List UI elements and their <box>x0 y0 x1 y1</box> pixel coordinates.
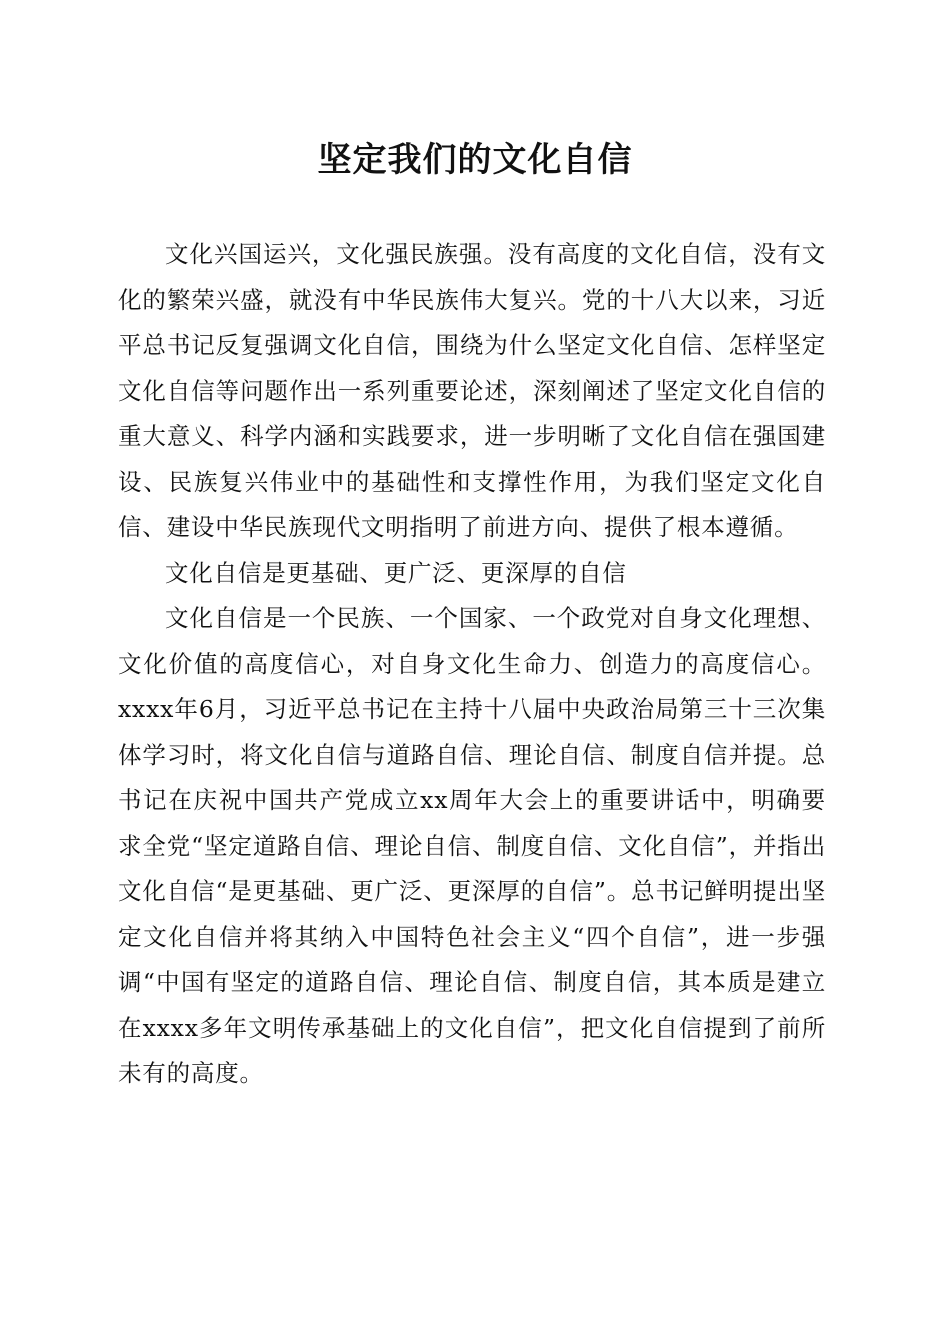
section-heading: 文化自信是更基础、更广泛、更深厚的自信 <box>165 558 627 587</box>
document-title: 坚定我们的文化自信 <box>317 140 633 180</box>
document-body <box>118 232 826 1097</box>
paragraph-section-body: 文化自信是一个民族、一个国家、一个政党对自身文化理想、文化价值的高度信心，对自身文化生命力、创造力的高度信心。xxxx年6月，习近平总书记在主持十八届中央政治局第三十三次集体学习时，将文化自信与道路自信、理论自信、制度自信并提。总书记在庆祝中国共产党成立xx周年大会上的重要讲话中，明确要求全党“坚定道路自信、理论自信、制度自信、文化自信”，并指出文化自信“是更基础、更广泛、更深厚的自信”。总书记鲜明提出坚定文化自信并将其纳入中国特色社会主义“四个自信”，进一步强调“中国有坚定的道路自信、理论自信、制度自信，其本质是建立在xxxx多年文明传承基础上的文化自信”，把文化自信提到了前所未有的高度。 <box>118 604 826 1087</box>
paragraph-intro: 文化兴国运兴，文化强民族强。没有高度的文化自信，没有文化的繁荣兴盛，就没有中华民族伟大复兴。党的十八大以来，习近平总书记反复强调文化自信，围绕为什么坚定文化自信、怎样坚定文化自信等问题作出一系列重要论述，深刻阐述了坚定文化自信的重大意义、科学内涵和实践要求，进一步明晰了文化自信在强国建设、民族复兴伟业中的基础性和支撑性作用，为我们坚定文化自信、建设中华民族现代文明指明了前进方向、提供了根本遵循。 <box>118 240 826 541</box>
